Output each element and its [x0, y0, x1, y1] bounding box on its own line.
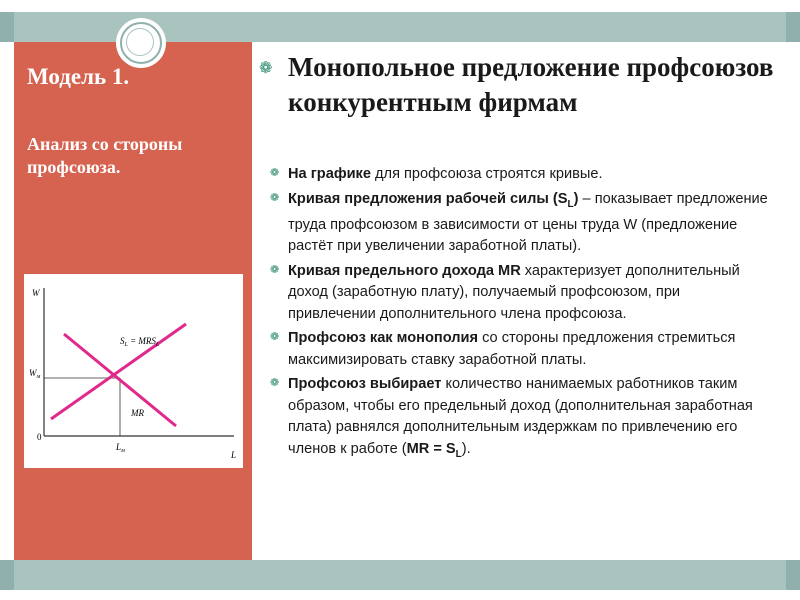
wm-label: $W_м$ [29, 368, 41, 380]
mr-curve-label: MR [131, 408, 144, 418]
chart-box [24, 274, 243, 468]
list-item: ❁ Профсоюз выбирает количество нанимаемых работников таким образом, чтобы его предельный доход (дополнительная заработная плата) равнялся дополнительным издержкам по привлечению его членов к работе $(MR = S_L)$. [270, 376, 753, 460]
origin-label: 0 [37, 432, 42, 442]
list-item: ❁ Кривая предельного дохода MR характеризует дополнительный доход (заработную плату), получаемый профсоюзом, при привлечении дополнительного члена профсоюза. [270, 262, 740, 322]
model-subtitle: Анализ со стороны профсоюза. [27, 134, 183, 177]
title-bullet-icon: ❁ [259, 60, 273, 77]
list-item: ❁ На графике для профсоюза строятся кривые. [270, 166, 603, 182]
bullet-icon: ❁ [270, 191, 280, 204]
slide-title: Монопольное предложение профсоюзов конкурентным фирмам [288, 52, 774, 117]
bullet-icon: ❁ [270, 263, 280, 276]
labor-market-chart [24, 274, 243, 468]
supply-curve-label: $S_L = MRS_L$ [120, 336, 160, 348]
bottom-band [0, 560, 800, 590]
y-axis-label: W [32, 288, 40, 298]
list-item: ❁ Профсоюз как монополия со стороны предложения стремиться максимизировать ставку заработной платы. [270, 330, 736, 368]
model-title: Модель 1. [27, 64, 130, 89]
circle-ornament [116, 18, 166, 68]
bullet-icon: ❁ [270, 377, 280, 390]
x-axis-label: L [231, 450, 237, 460]
lm-label: $L_м$ [116, 442, 125, 454]
list-item: ❁ Кривая предложения рабочей силы $(S_L)$ – показывает предложение труда профсоюзом в зависимости от цены труда W (предложение растёт при увеличении заработной платы). [270, 190, 768, 255]
bullet-icon: ❁ [270, 167, 280, 179]
content-list [270, 164, 770, 468]
bullet-icon: ❁ [270, 331, 280, 344]
